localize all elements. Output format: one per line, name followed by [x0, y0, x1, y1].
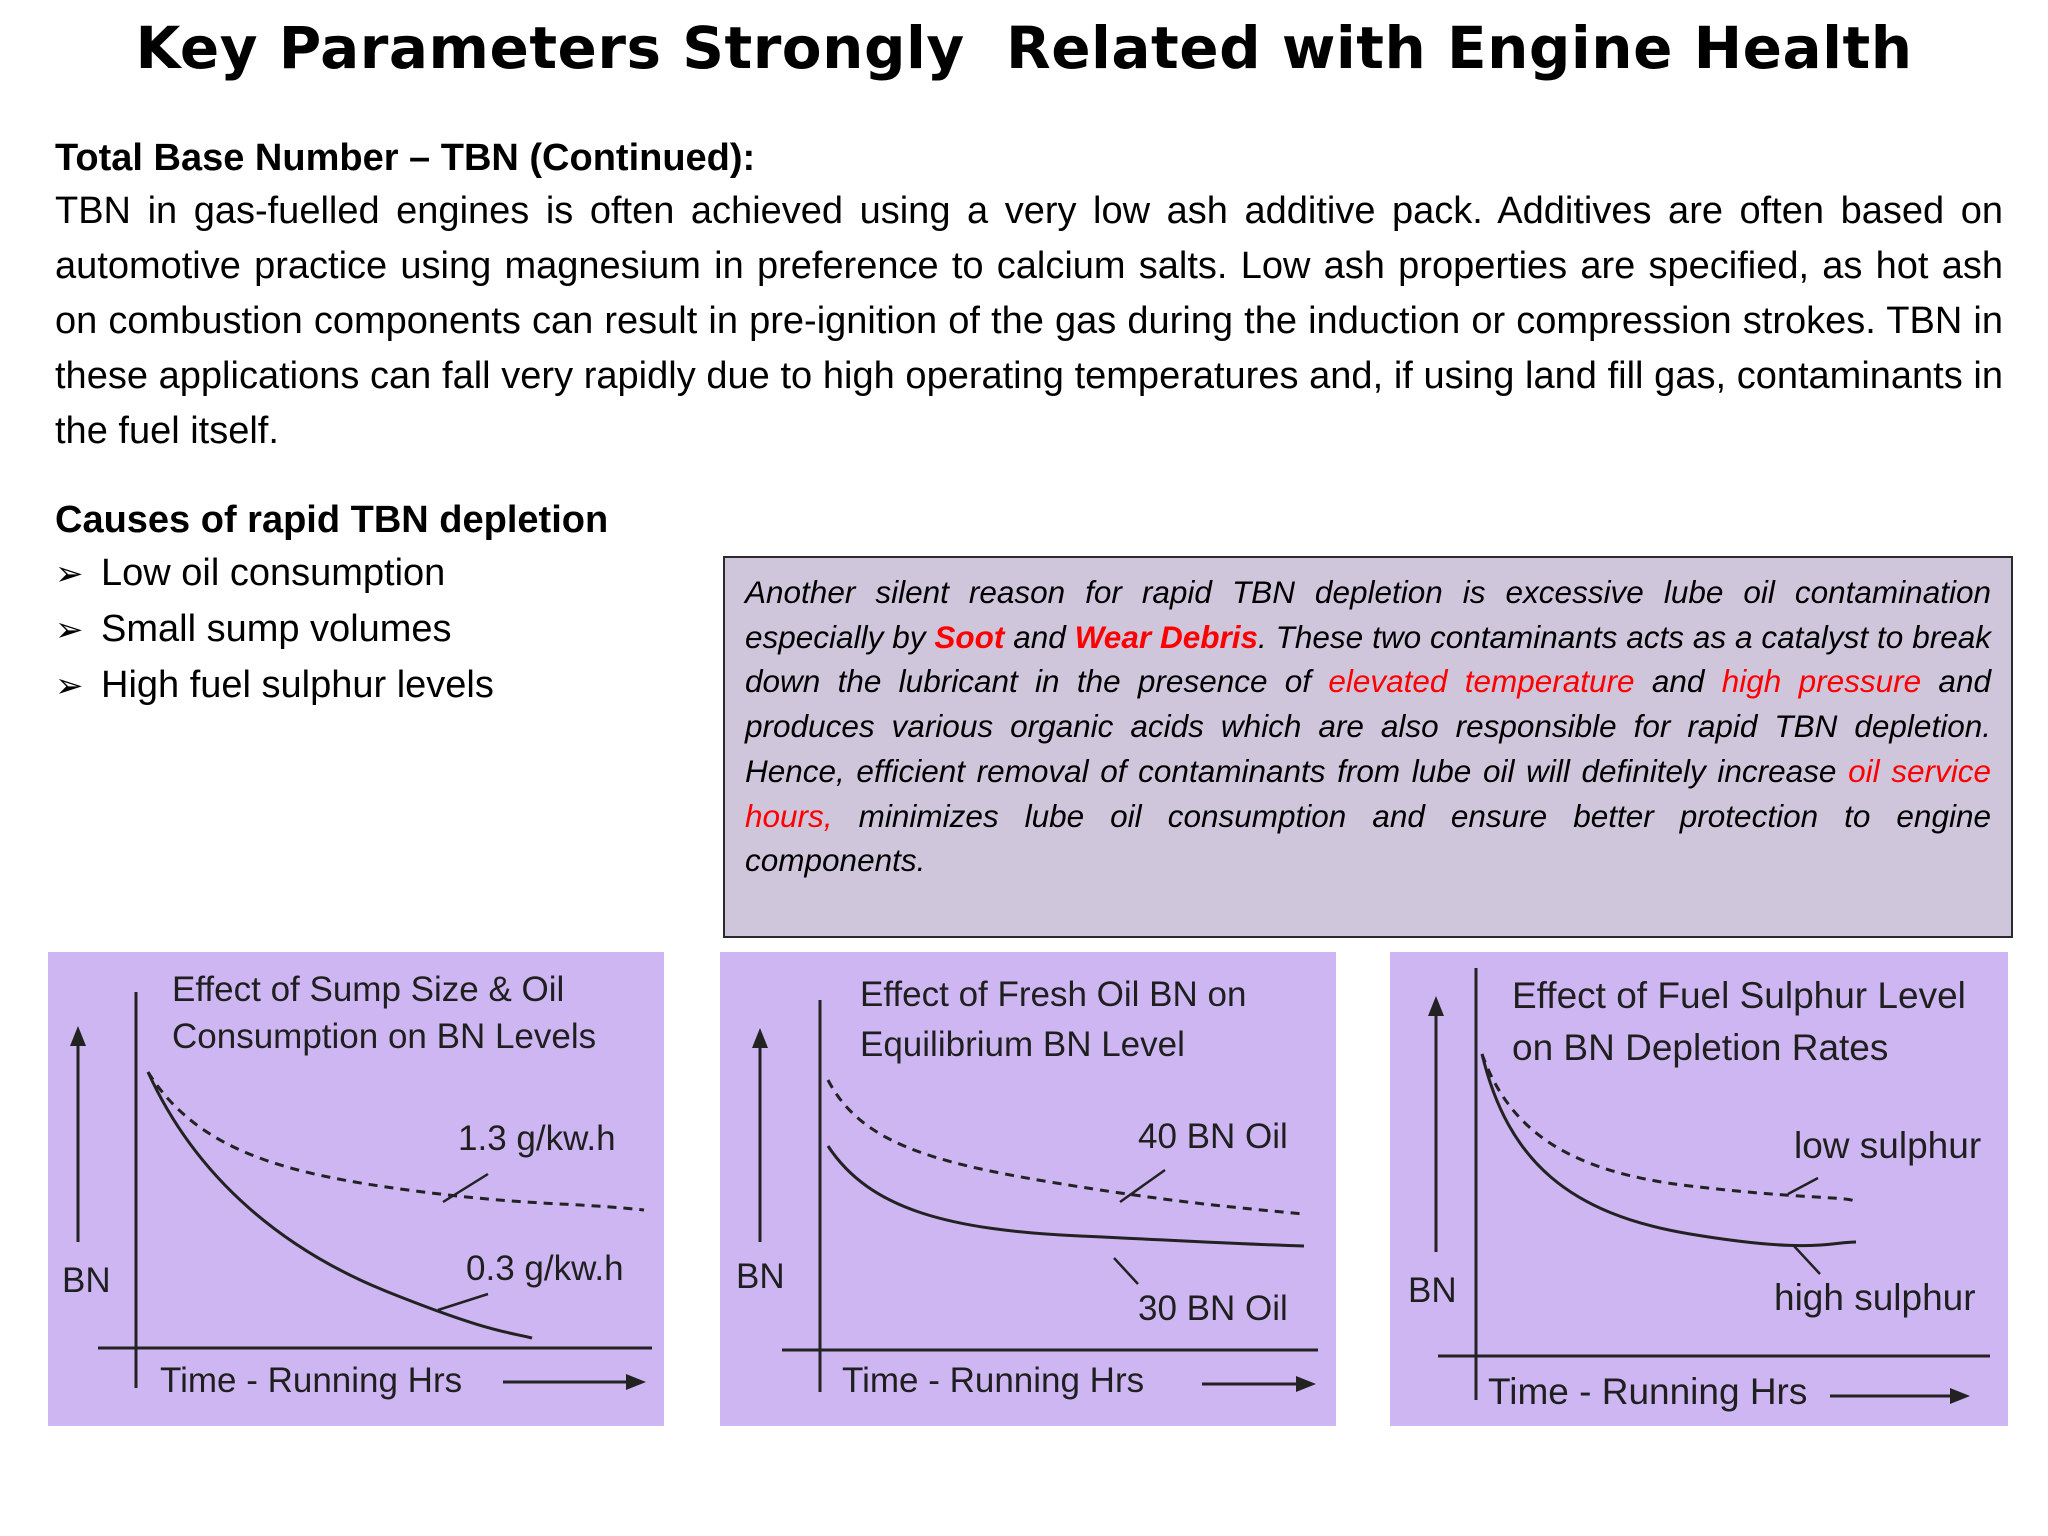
label-leader	[1120, 1170, 1165, 1202]
label-leader	[1794, 1246, 1820, 1274]
y-axis-label: BN	[62, 1261, 111, 1300]
tbn-heading: Total Base Number – TBN (Continued):	[55, 137, 756, 179]
note-text: and	[1004, 618, 1075, 655]
fresh-oil-bn-chart-svg	[720, 952, 1336, 1426]
tbn-section	[55, 132, 2003, 459]
note-text: minimizes lube oil consumption and ensure better protection to engine components.	[745, 797, 1991, 879]
arrow-up-icon	[70, 1026, 86, 1046]
list-item	[55, 658, 715, 714]
high-pressure-highlight: high pressure	[1721, 663, 1922, 700]
series-label: 40 BN Oil	[1138, 1117, 1288, 1156]
causes-section	[55, 494, 715, 714]
note-text: and	[1634, 663, 1722, 700]
contamination-note-box	[723, 556, 2013, 938]
arrow-right-icon	[626, 1374, 646, 1390]
series-line-30-bn	[828, 1146, 1304, 1246]
arrow-right-icon	[1950, 1388, 1970, 1404]
cause-label: Small sump volumes	[101, 608, 452, 650]
cause-label: Low oil consumption	[101, 552, 446, 594]
fuel-sulphur-chart	[1390, 952, 2008, 1426]
chart-title-line: Consumption on BN Levels	[172, 1017, 597, 1056]
series-label: high sulphur	[1774, 1277, 1976, 1318]
contamination-note	[745, 570, 1991, 883]
oil-service-hours-highlight: oil service hours,	[745, 752, 1991, 834]
arrow-right-icon	[1296, 1376, 1316, 1392]
series-label: low sulphur	[1794, 1125, 1982, 1166]
y-axis-label: BN	[736, 1257, 785, 1296]
arrow-bullet-icon: ➢	[55, 666, 84, 706]
tbn-paragraph: TBN in gas-fuelled engines is often achieved using a very low ash additive pack. Additives are often based on automotive practice using magnesium in preference to calcium salts. Low ash properties are specified, as hot ash on combustion components can result in pre-ignition of the gas during the induction or compression strokes. TBN in these applications can fall very rapidly due to high operating temperatures and, if using land fill gas, contaminants in the fuel itself.	[55, 190, 2003, 452]
arrow-up-icon	[1428, 996, 1444, 1016]
fuel-sulphur-chart-svg	[1390, 952, 2008, 1426]
chart-title-line: Effect of Sump Size & Oil	[172, 970, 565, 1009]
note-text: Another silent reason for rapid TBN depletion is excessive lube oil contamination especially by	[745, 574, 1991, 655]
list-item	[55, 602, 715, 658]
list-item	[55, 546, 715, 602]
sump-size-chart-svg	[48, 952, 664, 1426]
chart-title-line: on BN Depletion Rates	[1512, 1027, 1889, 1068]
arrow-bullet-icon: ➢	[55, 610, 84, 650]
causes-heading: Causes of rapid TBN depletion	[55, 499, 609, 541]
x-axis-label: Time - Running Hrs	[842, 1361, 1145, 1400]
series-label: 0.3 g/kw.h	[466, 1249, 624, 1288]
cause-label: High fuel sulphur levels	[101, 664, 494, 706]
x-axis-label: Time - Running Hrs	[1488, 1371, 1808, 1412]
soot-highlight: Soot	[934, 618, 1005, 655]
causes-list	[55, 546, 715, 714]
wear-debris-highlight: Wear Debris	[1074, 618, 1259, 655]
label-leader	[1114, 1258, 1138, 1284]
arrow-bullet-icon: ➢	[55, 554, 84, 594]
series-label: 1.3 g/kw.h	[458, 1119, 616, 1158]
chart-title-line: Equilibrium BN Level	[860, 1025, 1185, 1064]
elevated-temperature-highlight: elevated temperature	[1328, 663, 1635, 700]
fresh-oil-bn-chart	[720, 952, 1336, 1426]
series-label: 30 BN Oil	[1138, 1289, 1288, 1328]
chart-title-line: Effect of Fuel Sulphur Level	[1512, 975, 1966, 1016]
x-axis-label: Time - Running Hrs	[160, 1361, 463, 1400]
label-leader	[438, 1294, 488, 1310]
page-title: Key Parameters Strongly Related with Engine Health	[135, 14, 1913, 82]
arrow-up-icon	[752, 1028, 768, 1048]
chart-title-line: Effect of Fresh Oil BN on	[860, 975, 1247, 1014]
y-axis-label: BN	[1408, 1271, 1457, 1310]
note-text: and produces various organic acids which are also responsible for rapid TBN depletion. Hence, efficient removal of contaminants from lube oil will definitely increase	[745, 663, 1991, 789]
note-text: . These two contaminants acts as a catalyst to break down the lubricant in the presence of	[745, 618, 1991, 700]
label-leader	[1788, 1178, 1818, 1194]
sump-size-chart	[48, 952, 664, 1426]
